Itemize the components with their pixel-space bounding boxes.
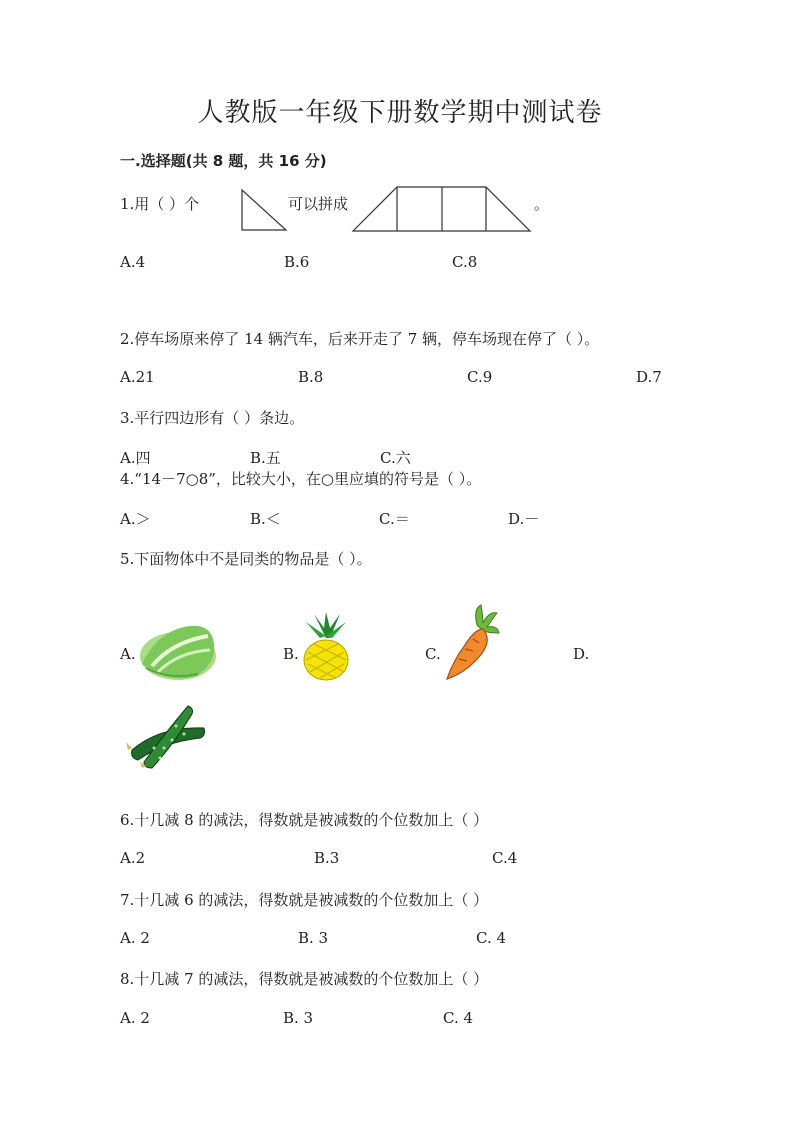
q2-option-c[interactable]: C.9 (467, 368, 493, 386)
cabbage-icon (138, 620, 218, 684)
question-8-text: 8.十几减 7 的减法，得数就是被减数的个位数加上（ ） (120, 970, 489, 988)
q8-option-b[interactable]: B. 3 (283, 1009, 314, 1027)
q6-option-b[interactable]: B.3 (314, 849, 340, 867)
section-heading: 一.选择题(共 8 题，共 16 分) (120, 152, 327, 170)
question-7-text: 7.十几减 6 的减法，得数就是被减数的个位数加上（ ） (120, 891, 489, 909)
q5-option-c[interactable]: C. (425, 645, 441, 663)
q2-option-b[interactable]: B.8 (298, 368, 324, 386)
trapezoid-figure-icon (352, 186, 532, 232)
question-5-text: 5.下面物体中不是同类的物品是（ ）。 (120, 550, 372, 568)
page-title: 人教版一年级下册数学期中测试卷 (197, 98, 603, 128)
q4-option-a[interactable]: A.＞ (120, 510, 151, 528)
q4-option-b[interactable]: B.＜ (250, 510, 281, 528)
q2-option-a[interactable]: A.21 (120, 368, 155, 386)
question-4-text: 4.“14－7○8”，比较大小，在○里应填的符号是（ ）。 (120, 470, 482, 488)
q4-option-d[interactable]: D.－ (508, 510, 540, 528)
q3-option-c[interactable]: C.六 (380, 449, 411, 467)
cucumber-icon (124, 702, 210, 768)
question-1-text-b: 可以拼成 (288, 195, 349, 213)
q5-option-b[interactable]: B. (283, 645, 299, 663)
question-6-text: 6.十几减 8 的减法，得数就是被减数的个位数加上（ ） (120, 811, 489, 829)
question-2-text: 2.停车场原来停了 14 辆汽车，后来开走了 7 辆，停车场现在停了（ ）。 (120, 330, 600, 348)
q4-option-c[interactable]: C.＝ (379, 510, 410, 528)
q7-option-c[interactable]: C. 4 (476, 929, 507, 947)
q3-option-a[interactable]: A.四 (120, 449, 151, 467)
pineapple-icon (300, 612, 352, 680)
q5-option-a[interactable]: A. (120, 645, 136, 663)
q1-option-a[interactable]: A.4 (120, 253, 146, 271)
q1-option-c[interactable]: C.8 (452, 253, 478, 271)
q1-option-b[interactable]: B.6 (284, 253, 310, 271)
q8-option-a[interactable]: A. 2 (120, 1009, 150, 1027)
q2-option-d[interactable]: D.7 (636, 368, 662, 386)
question-1-text-c: 。 (534, 195, 550, 213)
carrot-icon (443, 605, 501, 681)
q7-option-a[interactable]: A. 2 (120, 929, 150, 947)
q6-option-c[interactable]: C.4 (492, 849, 518, 867)
question-1-text-a: 1.用（ ）个 (120, 195, 200, 213)
q7-option-b[interactable]: B. 3 (298, 929, 329, 947)
q5-option-d[interactable]: D. (573, 645, 590, 663)
triangle-icon (241, 189, 287, 231)
q3-option-b[interactable]: B.五 (250, 449, 281, 467)
question-3-text: 3.平行四边形有（ ）条边。 (120, 409, 305, 427)
q8-option-c[interactable]: C. 4 (443, 1009, 474, 1027)
q6-option-a[interactable]: A.2 (120, 849, 146, 867)
